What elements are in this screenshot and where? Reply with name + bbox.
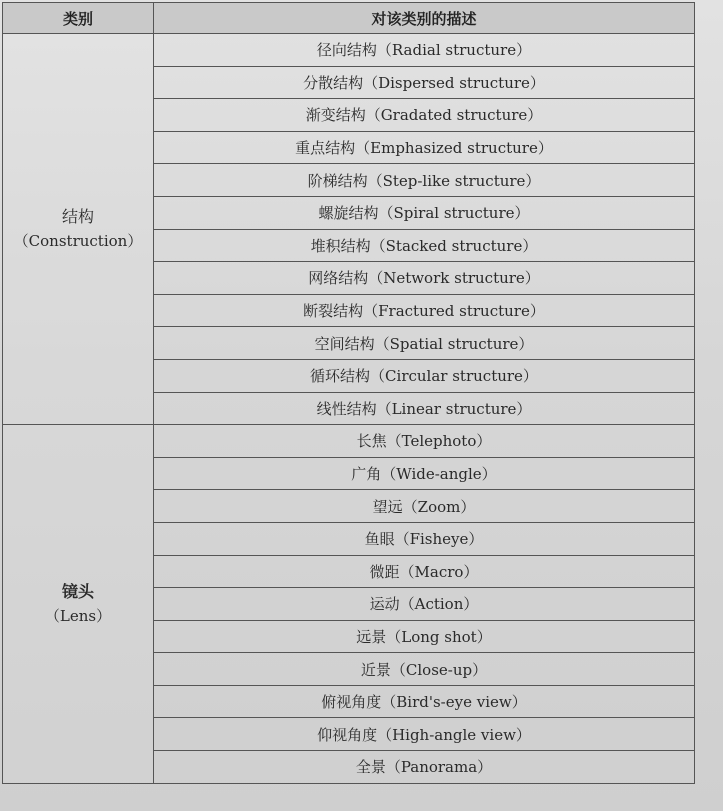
description-cell: 断裂结构（Fractured structure） [154, 294, 695, 327]
description-cell: 重点结构（Emphasized structure） [154, 131, 695, 164]
description-cell: 运动（Action） [154, 588, 695, 621]
category-name-zh: 结构 [61, 207, 94, 227]
description-cell: 渐变结构（Gradated structure） [154, 99, 695, 132]
header-description: 对该类别的描述 [154, 3, 695, 34]
description-cell: 螺旋结构（Spiral structure） [154, 196, 695, 229]
description-cell: 阶梯结构（Step-like structure） [154, 164, 695, 197]
table-body [3, 34, 695, 784]
category-name-en: （Lens） [44, 606, 112, 625]
description-cell: 鱼眼（Fisheye） [154, 522, 695, 555]
description-cell: 循环结构（Circular structure） [154, 359, 695, 392]
table-row [3, 34, 695, 67]
table-header-row [3, 3, 695, 34]
table-row [3, 425, 695, 458]
category-name-zh: 镜头 [61, 581, 94, 601]
description-cell: 分散结构（Dispersed structure） [154, 66, 695, 99]
description-cell: 长焦（Telephoto） [154, 425, 695, 458]
category-cell [3, 34, 154, 425]
description-cell: 堆积结构（Stacked structure） [154, 229, 695, 262]
description-cell: 近景（Close-up） [154, 653, 695, 686]
description-cell: 广角（Wide-angle） [154, 457, 695, 490]
category-name-en: （Construction） [13, 231, 143, 250]
description-cell: 俯视角度（Bird's-eye view） [154, 685, 695, 718]
description-cell: 远景（Long shot） [154, 620, 695, 653]
description-cell: 全景（Panorama） [154, 751, 695, 784]
category-cell [3, 425, 154, 784]
category-table [2, 2, 695, 784]
header-category: 类别 [3, 3, 154, 34]
description-cell: 望远（Zoom） [154, 490, 695, 523]
description-cell: 线性结构（Linear structure） [154, 392, 695, 425]
description-cell: 微距（Macro） [154, 555, 695, 588]
description-cell: 网络结构（Network structure） [154, 262, 695, 295]
description-cell: 空间结构（Spatial structure） [154, 327, 695, 360]
description-cell: 仰视角度（High-angle view） [154, 718, 695, 751]
description-cell: 径向结构（Radial structure） [154, 34, 695, 67]
